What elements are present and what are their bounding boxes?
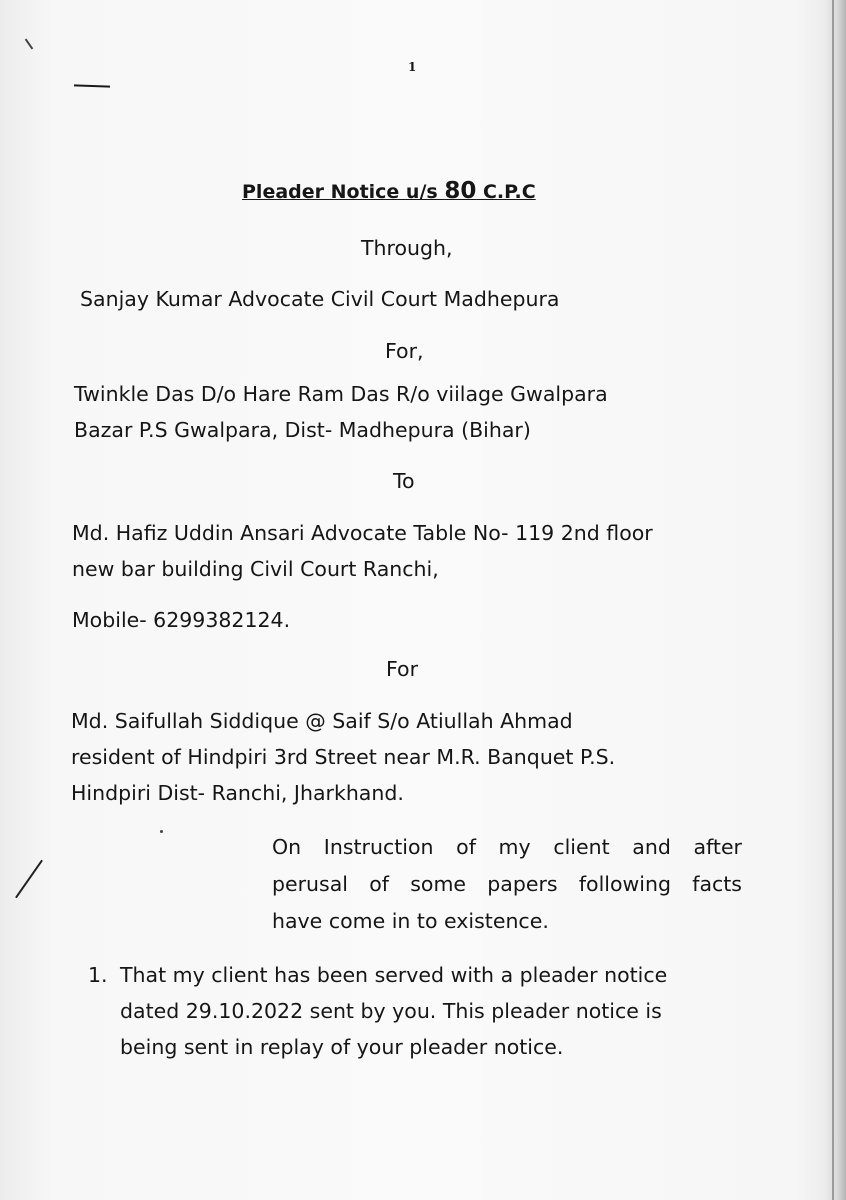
opposite-party-line: resident of Hindpiri 3rd Street near M.R. Banquet P.S. [71,745,616,769]
instruction-line: perusal of some papers following facts [272,872,742,896]
to-label: To [393,469,415,493]
opposite-party-line: Md. Saifullah Siddique @ Saif S/o Atiullah Ahmad [71,709,573,733]
instruction-line: have come in to existence. [272,909,549,933]
opposite-party-block [71,703,615,811]
instruction-line: On Instruction of my client and after [272,835,742,859]
title-section: 80 [444,178,477,204]
title-suffix: C.P.C [476,181,536,203]
title-prefix: Pleader Notice u/s [242,181,445,203]
document-title [242,178,536,204]
client-line: Bazar P.S Gwalpara, Dist- Madhepura (Bihar) [74,418,531,442]
point-text [120,957,750,1065]
client-block [74,376,608,448]
opposite-party-line: Hindpiri Dist- Ranchi, Jharkhand. [71,781,404,805]
speck [160,830,163,833]
point-number: 1. [88,963,108,987]
advocate-line: Sanjay Kumar Advocate Civil Court Madhepura [80,287,560,311]
recipient-line: new bar building Civil Court Ranchi, [72,557,439,581]
ink-mark [25,39,34,50]
recipient-block [72,515,653,587]
client-line: Twinkle Das D/o Hare Ram Das R/o viilage Gwalpara [74,382,608,406]
instruction-paragraph [272,829,742,940]
page-edge-shadow [824,0,846,1200]
point-line: That my client has been served with a pleader notice [120,963,668,987]
page-number: 1 [408,60,417,74]
through-label: Through, [361,236,453,260]
margin-pen-mark [15,860,43,899]
page-edge-line [832,0,834,1200]
for-label-2: For [386,657,419,681]
for-label-1: For, [385,339,424,363]
point-line: dated 29.10.2022 sent by you. This pleader notice is [120,999,662,1023]
handwritten-dash [74,84,110,87]
mobile-line: Mobile- 6299382124. [72,608,291,632]
recipient-line: Md. Hafiz Uddin Ansari Advocate Table No- 119 2nd floor [72,521,653,545]
point-line: being sent in replay of your pleader notice. [120,1035,564,1059]
